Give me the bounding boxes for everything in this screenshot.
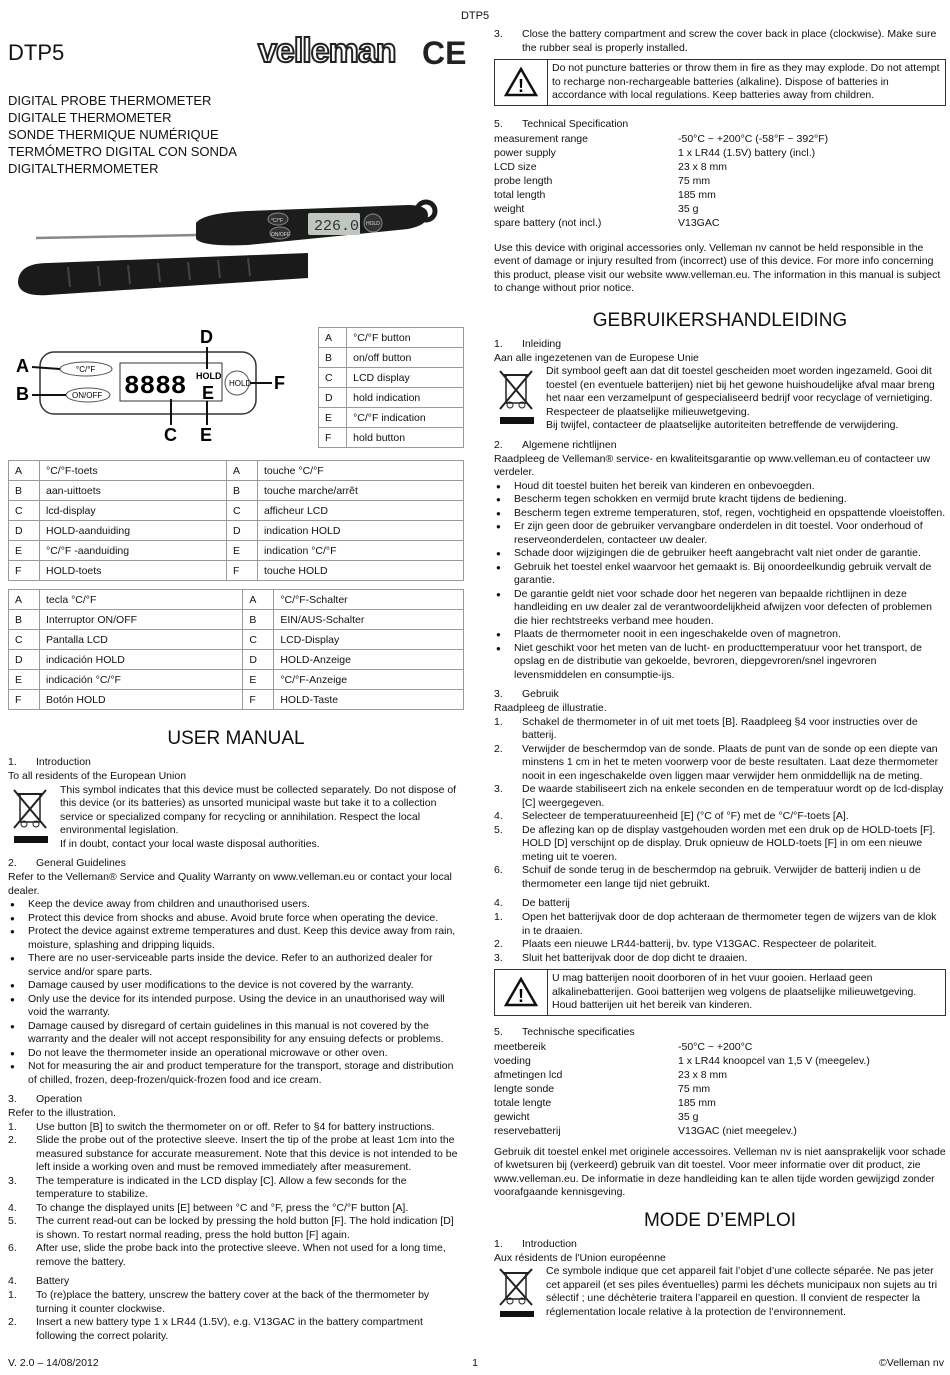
footer-copyright: ©Velleman nv [879,1357,944,1369]
fr-weee-text: Ce symbole indique que cet appareil fait l’objet d’une collecte séparée. Ne pas jeter cet appareil (et ses piles éventuelles) parmi les déchets municipaux non sujets au tri sélectif ; une déchèterie traitera l’appareil en question. Il convient de respecter la réglementation locale relative à la protection de l’environnement. [546,1265,938,1318]
weee-bin-icon [494,365,546,432]
label-c: C [164,425,177,445]
list-item: 1. Schakel de thermometer in of uit met toets [B]. Raadpleeg §4 voor instructies over de batterij. [494,715,918,741]
svg-text:!: ! [518,986,524,1007]
table-row: power supply 1 x LR44 (1.5V) battery (incl.) [494,146,816,159]
list-item: 2. Plaats een nieuwe LR44-batterij, bv. type V13GAC. Respecteer de polariteit. [494,938,877,950]
nl-use-steps [494,716,946,892]
right-column [494,28,946,1326]
list-item: 6. Schuif de sonde terug in de beschermdop na gebruik. Verwijder de batterij indien u de thermometer een lange tijd niet gebruikt. [494,864,921,890]
spec-table-nl [494,1040,946,1138]
table-row: voeding 1 x LR44 knoopcel van 1,5 V (meegelev.) [494,1054,870,1067]
list-item: ● Protect the device against extreme temperatures and dust. Keep this device away from rain, moisture, splashing and dripping liquids. [8,925,464,952]
nl-weee-notice [494,365,946,433]
table-row: B aan-uittoets B touche marche/arrêt [9,481,464,501]
list-item: 3. Sluit het batterijvak door de dop dicht te draaien. [494,951,748,964]
table-row: A °C/°F button [319,328,464,348]
table-row: probe length 75 mm [494,174,711,187]
list-item: 2. Insert a new battery type 1 x LR44 (1.5V), e.g. V13GAC in the battery compartment following the correct polarity. [8,1316,423,1342]
heading-technische-specificaties: 5. Technische specificaties [494,1025,635,1038]
list-item: 3. The temperature is indicated in the LCD display [C]. Allow a few seconds for the temperature to stabilize. [8,1174,407,1200]
table-row: gewicht 35 g [494,1110,699,1123]
table-row: weight 35 g [494,202,699,215]
subtitle-es: TERMÓMETRO DIGITAL CON SONDA [8,144,237,159]
list-item: ● Protect this device from shocks and abuse. Avoid brute force when operating the device. [8,912,464,926]
table-row: afmetingen lcd 23 x 8 mm [494,1068,728,1081]
product-photo [8,183,464,323]
nl-guidelines-intro: Raadpleeg de Velleman® service- en kwaliteitsgarantie op www.velleman.eu of contacteer uw verdeler. [494,452,931,478]
guidelines-list [8,898,464,1087]
table-row: reservebatterij V13GAC (niet meegelev.) [494,1124,797,1137]
weee-notice [8,784,464,852]
legend-nl-fr-table [8,460,464,581]
warning-text: U mag batterijen nooit doorboren of in het vuur gooien. Herlaad geen alkalinebatterijen. Gooi batterijen weg volgens de plaatselijke milieuwetgeving. Houd batterijen uit het bereik van kinderen. [547,970,945,1015]
subtitle-nl: DIGITALE THERMOMETER [8,110,172,125]
list-item: ● De garantie geldt niet voor schade door het negeren van bepaalde richtlijnen in deze handleiding en uw dealer zal de verantwoordelijkheid afwijzen voor defecten of problemen die hier rechtstreeks verband mee houden. [494,588,946,629]
list-item: ● Keep the device away from children and unauthorised users. [8,898,464,912]
nl-guidelines-list [494,480,946,683]
photo-temp-label: °C/°F [271,218,284,224]
list-item: 3. De waarde stabiliseert zich na enkele seconden en de temperatuur wordt op de lcd-display [C] weergegeven. [494,783,944,809]
battery-warning-en [494,59,946,106]
label-b: B [16,384,29,404]
heading-introduction-fr: 1. Introduction [494,1237,577,1250]
weee-bin-icon [494,1265,546,1326]
list-item: ● Er zijn geen door de gebruiker vervangbare onderdelen in dit toestel. Voor onderhoud of reserveonderdelen, contacteer uw dealer. [494,520,946,547]
list-item: 4. To change the displayed units [E] between °C and °F, press the °C/°F button [A]. [8,1201,409,1214]
nl-weee-text-2: Bij twijfel, contacteer de plaatselijke autoriteiten betreffende de verwijdering. [546,419,899,431]
logo-text: velleman [258,34,396,70]
diagram-unit-indicator: E [202,383,215,403]
list-item: 6. After use, slide the probe back into the protective sleeve. When not used for a long time, remove the battery. [8,1242,446,1268]
table-row: B on/off button [319,348,464,368]
table-row: total length 185 mm [494,188,716,201]
table-row: D HOLD-aanduiding D indication HOLD [9,521,464,541]
subtitle-en: DIGITAL PROBE THERMOMETER [8,93,212,108]
table-row: F HOLD-toets F touche HOLD [9,561,464,581]
table-row: F hold button [319,428,464,448]
section-title-fr: MODE D’EMPLOI [643,1209,797,1231]
fr-intro-text: Aux résidents de l'Union européenne [494,1251,666,1264]
table-row: D indicación HOLD D HOLD-Anzeige [9,650,464,670]
battery-steps [8,1289,464,1343]
guidelines-intro: Refer to the Velleman® Service and Quality Warranty on www.velleman.eu or contact your local dealer. [8,871,452,897]
table-row: LCD size 23 x 8 mm [494,160,728,173]
nl-weee-text: Dit symbool geeft aan dat dit toestel gescheiden moet worden ingezameld. Gooi dit toestel (en eventuele batterijen) niet bij het gewone huishoudelijke afval maar breng het naar een verzamelpunt of gespecialiseerd bedrijf voor recyclage of vernietiging. Respecteer de plaatselijke milieuwetgeving. [546,365,935,418]
legend-en-table [318,327,464,448]
heading-de-batterij: 4. De batterij [494,897,570,909]
spec-table-en [494,132,946,230]
list-item: 2. Slide the probe out of the protective sleeve. Insert the tip of the probe at least 1cm into the measured substance for accurate measurement. Note that this device is not intended to be left inside a working oven and must be removed immediately after measurement. [8,1134,458,1173]
table-row: E indicación °C/°F E °C/°F-Anzeige [9,670,464,690]
heading-general-guidelines: 2. General Guidelines [8,857,126,869]
list-item: 1. To (re)place the battery, unscrew the battery cover at the back of the thermometer by turning it counter clockwise. [8,1289,430,1315]
table-row: C lcd-display C afficheur LCD [9,501,464,521]
table-row: meetbereik -50°C ~ +200°C [494,1040,753,1053]
nl-intro-text: Aan alle ingezetenen van de Europese Unie [494,351,699,364]
warning-icon [495,67,547,97]
diagram-hold-indicator: HOLD [196,371,222,381]
heading-inleiding: 1. Inleiding [494,337,562,350]
left-column [8,28,464,1343]
legend-es-de-table [8,589,464,710]
table-row: lengte sonde 75 mm [494,1082,711,1095]
lcd-reading: 226.0 [314,218,360,235]
diagram-digits: 8888 [124,371,187,401]
button-diagram [8,327,318,447]
heading-technical-specification: 5. Technical Specification [494,117,629,130]
velleman-logo [256,34,466,75]
list-item: ● Houd dit toestel buiten het bereik van kinderen en onbevoegden. [494,480,946,494]
nl-use-intro: Raadpleeg de illustratie. [494,702,607,714]
fr-weee-notice [494,1265,946,1326]
list-item: ● Damage caused by disregard of certain guidelines in this manual is not covered by the warranty and the dealer will not accept responsibility for any ensuing defects or problems. [8,1020,464,1047]
subtitle-fr: SONDE THERMIQUE NUMÉRIQUE [8,127,219,142]
heading-operation: 3. Operation [8,1093,83,1105]
diagram-onoff-button: ON/OFF [72,391,103,400]
label-a: A [16,356,29,376]
svg-text:!: ! [518,76,524,97]
disclaimer-en: Use this device with original accessories only. Velleman nv cannot be held responsible in the event of damage or injury resulted from (incorrect) use of this device. For more info concerning this product, please visit our website www.velleman.eu. The information in this manual is subject to change without prior notice. [494,241,941,294]
table-row: D hold indication [319,388,464,408]
heading-algemene-richtlijnen: 2. Algemene richtlijnen [494,438,617,451]
label-d: D [200,327,213,347]
section-title-nl: GEBRUIKERSHANDLEIDING [592,309,848,331]
list-item: ● There are no user-serviceable parts inside the device. Refer to an authorized dealer for service and/or spare parts. [8,952,464,979]
section-title-user-manual: USER MANUAL [167,728,305,749]
table-row: spare battery (not incl.) V13GAC [494,216,720,229]
product-subtitles [8,92,464,177]
table-row: A °C/°F-toets A touche °C/°F [9,461,464,481]
weee-bin-icon [8,784,60,851]
heading-battery: 4. Battery [8,1275,70,1287]
weee-text: This symbol indicates that this device must be collected separately. Do not dispose of this device (or its batteries) as unsorted municipal waste but take it to a collection service or specialized company for recycling or annihilation. Respect the local environmental legislation. [60,783,457,836]
list-item: 1. Open het batterijvak door de dop achteraan de thermometer tegen de wijzers van de klok in te draaien. [494,911,937,937]
warning-text: Do not puncture batteries or throw them in fire as they may explode. Do not attempt to recharge non-rechargeable batteries (alkaline). Dispose of batteries in accordance with local regulations. Keep batteries away from children. [547,60,945,105]
intro-text: To all residents of the European Union [8,770,187,782]
list-item: 4. Selecteer de temperatuureenheid [E] (°C of °F) met de °C/°F-toets [A]. [494,810,849,822]
ce-mark: CE [422,35,466,70]
diagram-hold-button: HOLD [229,379,252,388]
list-item: ● Plaats de thermometer nooit in een ingeschakelde oven of magnetron. [494,628,946,642]
heading-gebruik: 3. Gebruik [494,688,559,700]
list-item: 5. The current read-out can be locked by pressing the hold button [F]. The hold indication [D] is shown. To restart normal reading, press the hold button [F] again. [8,1215,454,1241]
battery-step-3 [494,28,946,55]
list-item: ● Bescherm tegen extreme temperaturen, stof, regen, vochtigheid en opspattende vloeistoffen. [494,507,946,521]
list-item: ● Niet geschikt voor het meten van de lucht- en producttemperatuur voor het transport, de opslag en de distributie van gekoelde, bevroren, diepgevroren/snel ingevroren levensmiddelen en consumptie-ijs. [494,642,946,683]
page-header: DTP5 [460,10,490,22]
label-e: E [200,425,213,445]
list-item: ● Not for measuring the air and product temperature for the transport, storage and distribution of chilled, frozen, deep-frozen/quick-frozen food and ice cream. [8,1060,464,1087]
table-row: E °C/°F -aanduiding E indication °C/°F [9,541,464,561]
photo-hold-label: HOLD [366,221,380,227]
table-row: F Botón HOLD F HOLD-Taste [9,690,464,710]
diagram-section [8,327,464,448]
battery-warning-nl [494,969,946,1016]
warning-icon [495,977,547,1007]
subtitle-de: DIGITALTHERMOMETER [8,161,159,176]
diagram-temp-button: °C/°F [76,365,96,374]
operation-steps [8,1121,464,1270]
model-title: DTP5 [8,40,65,65]
footer-version: V. 2.0 – 14/08/2012 [8,1357,99,1369]
table-row: E °C/°F indication [319,408,464,428]
heading-introduction: 1. Introduction [8,756,91,768]
list-item: 2. Verwijder de beschermdop van de sonde. Plaats de punt van de sonde op een diepte van minstens 1 cm in het te meten voorwerp voor de beste resultaten. Laat deze thermometer nooit in een ingeschakelde oven liggen maar verwijder hem onmiddellijk na de meting. [494,742,939,782]
list-item: ● Only use the device for its intended purpose. Using the device in an unauthorised way will void the warranty. [8,993,464,1020]
footer-page-number: 1 [472,1357,478,1369]
list-item: 1. Use button [B] to switch the thermometer on or off. Refer to §4 for battery instructions. [8,1120,435,1133]
list-item: ● Damage caused by user modifications to the device is not covered by the warranty. [8,979,464,993]
photo-onoff-label: ON/OFF [271,232,290,238]
table-row: B Interruptor ON/OFF B EIN/AUS-Schalter [9,610,464,630]
list-item: 5. De aflezing kan op de display vastgehouden worden met een druk op de HOLD-toets [F]. HOLD [D] verschijnt op de display. Druk opnieuw de HOLD-toets [F] in om een nieuwe meting uit te voeren. [494,823,936,863]
table-row: C LCD display [319,368,464,388]
label-f: F [274,373,285,393]
table-row: totale lengte 185 mm [494,1096,716,1109]
operation-intro: Refer to the illustration. [8,1107,116,1119]
list-item: ● Do not leave the thermometer inside an operational microwave or other oven. [8,1047,464,1061]
table-row: A tecla °C/°F A °C/°F-Schalter [9,590,464,610]
list-item: ● Gebruik het toestel enkel waarvoor het gemaakt is. Bij onoordeelkundig gebruik vervalt de garantie. [494,561,946,588]
list-item: 3. Close the battery compartment and screw the cover back in place (clockwise). Make sure the rubber seal is properly installed. [494,28,937,54]
list-item: ● Schade door wijzigingen die de gebruiker heeft aangebracht valt niet onder de garantie. [494,547,946,561]
table-row: measurement range -50°C ~ +200°C (-58°F ~ 392°F) [494,132,829,145]
nl-battery-steps [494,911,946,965]
list-item: ● Bescherm tegen schokken en vermijd brute kracht tijdens de bediening. [494,493,946,507]
weee-text-2: If in doubt, contact your local waste disposal authorities. [60,837,320,850]
disclaimer-nl: Gebruik dit toestel enkel met originele accessoires. Velleman nv is niet aansprakelijk voor schade of kwetsuren bij (verkeerd) gebruik van dit toestel. Voor meer informatie over dit product, zie www.velleman.eu. De informatie in deze handleiding kan te allen tijde worden gewijzigd zonder voorafgaande kennisgeving. [494,1145,946,1198]
table-row: C Pantalla LCD C LCD-Display [9,630,464,650]
